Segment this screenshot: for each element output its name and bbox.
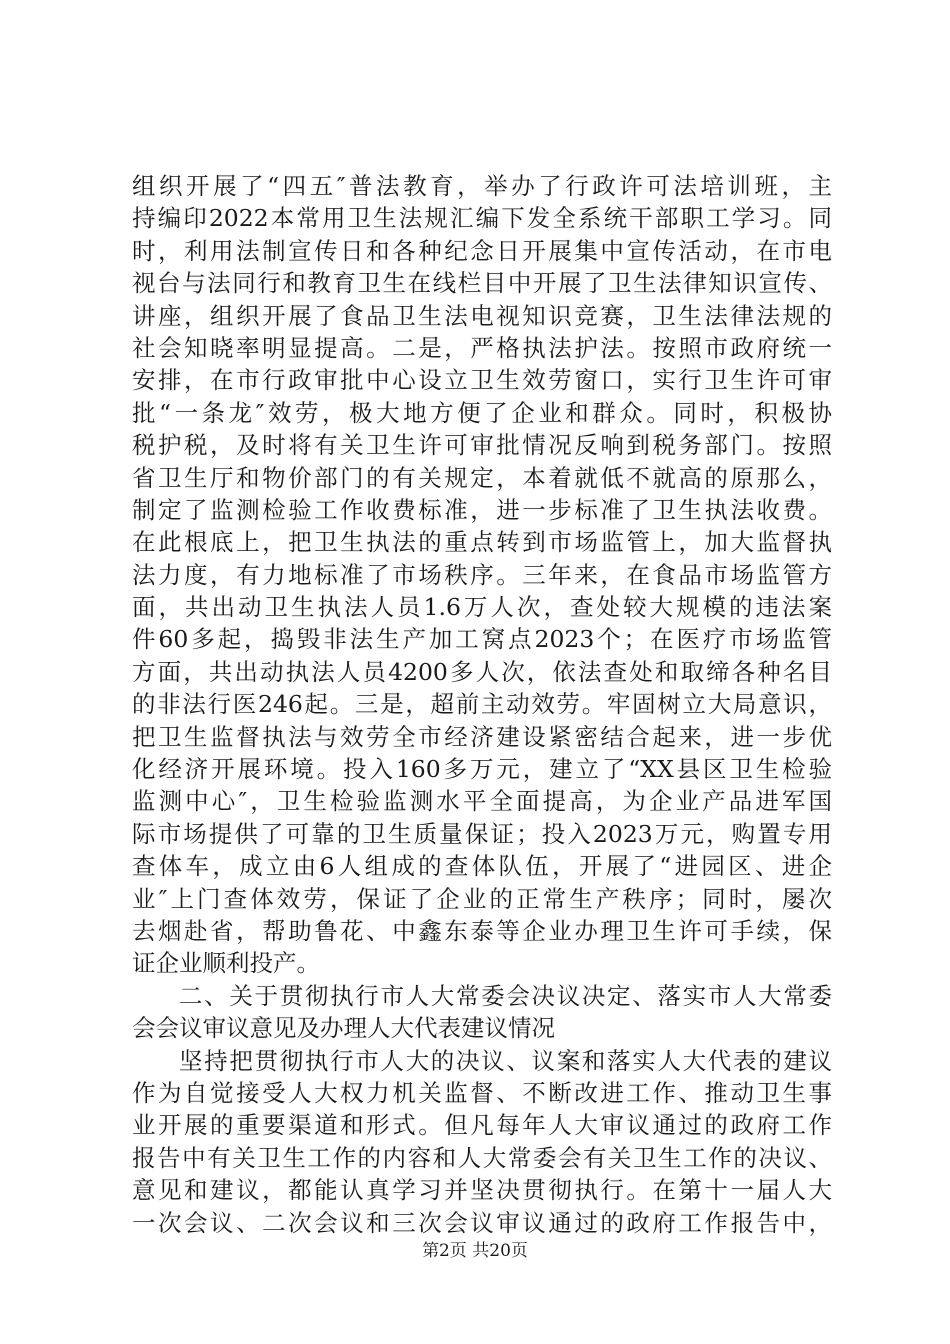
paragraph-npc-resolutions: [132, 1045, 832, 1239]
text-line: 际市场提供了可靠的卫生质量保证；投入2023万元，购置专用: [132, 819, 832, 848]
text-line: 意见和建议，都能认真学习并坚决贯彻执行。在第十一届人大: [132, 1176, 832, 1205]
text-line: 视台与法同行和教育卫生在线栏目中开展了卫生法律知识宣传、: [132, 269, 832, 298]
text-line: 时，利用法制宣传日和各种纪念日开展集中宣传活动，在市电: [132, 236, 832, 265]
text-line: 制定了监测检验工作收费标准，进一步标准了卫生执法收费。: [132, 495, 832, 524]
text-line: 证企业顺利投产。: [132, 949, 320, 978]
text-line: 持编印2022本常用卫生法规汇编下发全系统干部职工学习。同: [132, 204, 832, 233]
text-line: 作为自觉接受人大权力机关监督、不断改进工作、推动卫生事: [132, 1078, 832, 1107]
text-line: 一次会议、二次会议和三次会议审议通过的政府工作报告中，: [132, 1208, 832, 1237]
text-line: 件60多起，捣毁非法生产加工窝点2023个；在医疗市场监管: [132, 625, 832, 654]
text-line: 把卫生监督执法与效劳全市经济建设紧密结合起来，进一步优: [132, 722, 832, 751]
text-line: 安排，在市行政审批中心设立卫生效劳窗口，实行卫生许可审: [132, 366, 832, 395]
text-line: 讲座，组织开展了食品卫生法电视知识竞赛，卫生法律法规的: [132, 301, 832, 330]
text-line: 查体车，成立由6人组成的查体队伍，开展了“进园区、进企: [132, 852, 832, 881]
document-body: [132, 170, 832, 1239]
text-line: 税护税，及时将有关卫生许可审批情况反响到税务部门。按照: [132, 431, 832, 460]
page-number-footer: 第2页 共20页: [422, 1241, 528, 1261]
text-line: 省卫生厅和物价部门的有关规定，本着就低不就高的原那么，: [132, 463, 832, 492]
text-line: 坚持把贯彻执行市人大的决议、议案和落实人大代表的建议: [179, 1046, 832, 1075]
text-line: 批“一条龙″效劳，极大地方便了企业和群众。同时，积极协: [132, 398, 832, 427]
text-line: 在此根底上，把卫生执法的重点转到市场监管上，加大监督执: [132, 528, 832, 557]
text-line: 业开展的重要渠道和形式。但凡每年人大审议通过的政府工作: [132, 1111, 832, 1140]
text-line: 法力度，有力地标准了市场秩序。三年来，在食品市场监管方: [132, 560, 832, 589]
text-line: 报告中有关卫生工作的内容和人大常委会有关卫生工作的决议、: [132, 1143, 832, 1172]
text-line: 的非法行医246起。三是，超前主动效劳。牢固树立大局意识，: [132, 690, 832, 719]
heading-line: 会会议审议意见及办理人大代表建议情况: [132, 1014, 555, 1043]
text-line: 方面，共出动执法人员4200多人次，依法查处和取缔各种名目: [132, 657, 832, 686]
text-line: 去烟赴省，帮助鲁花、中鑫东泰等企业办理卫生许可手续，保: [132, 916, 832, 945]
paragraph-law-enforcement: [132, 170, 832, 980]
text-line: 化经济开展环境。投入160多万元，建立了“XX县区卫生检验: [132, 755, 832, 784]
text-line: 社会知晓率明显提高。二是，严格执法护法。按照市政府统一: [132, 333, 832, 362]
text-line: 监测中心″，卫生检验监测水平全面提高，为企业产品进军国: [132, 787, 832, 816]
section-heading-two: [132, 980, 832, 1045]
text-line: 业″上门查体效劳，保证了企业的正常生产秩序；同时，屡次: [132, 884, 832, 913]
heading-line: 二、关于贯彻执行市人大常委会决议决定、落实市人大常委: [179, 981, 832, 1010]
text-line: 面，共出动卫生执法人员1.6万人次，查处较大规模的违法案: [132, 593, 832, 622]
text-line: 组织开展了“四五″普法教育，举办了行政许可法培训班，主: [132, 172, 832, 200]
